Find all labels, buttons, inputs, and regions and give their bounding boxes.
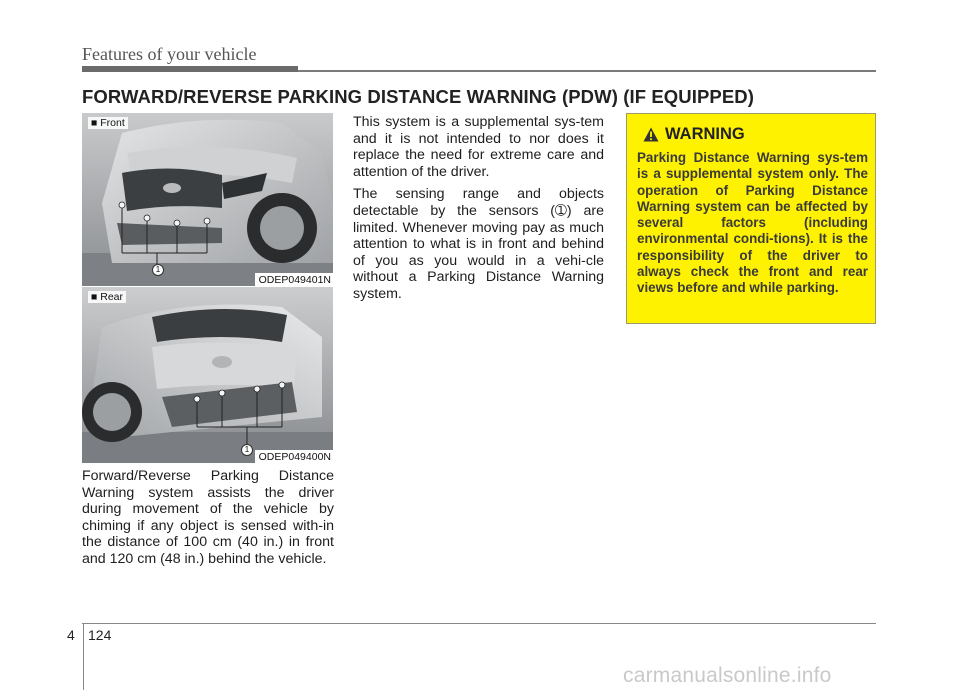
rear-figure-label: ■ Rear [88, 291, 126, 303]
intro-paragraph: Forward/Reverse Parking Distance Warning system assists the driver during movement of the vehicle by chiming if any object is sensed with-in the distance of 100 cm (40 in.) in front and 120 cm (48 in.) behind the vehicle. [82, 468, 334, 567]
rear-view-figure [82, 287, 333, 463]
page-number: 124 [88, 627, 112, 643]
details-column [353, 114, 604, 309]
warning-text: Parking Distance Warning sys-tem is a supplemental system only. The operation of Parking Distance Warning system can be affected by several factors (including environmental condi-tions). It is the responsibility of the driver to always check the front and rear views before and while parking. [637, 150, 868, 296]
supplemental-paragraph: This system is a supplemental sys-tem and it is not intended to nor does it replace the need for extreme care and attention of the driver. [353, 114, 604, 180]
sensor-callout-badge: 1 [152, 264, 164, 276]
header-rule-thin [298, 70, 876, 72]
sensing-range-paragraph: The sensing range and objects detectable by the sensors (➀) are limited. Whenever moving pay as much attention to what is in front and behind of you as you would in a vehi-cle without a Parking Distance Warning system. [353, 186, 604, 302]
front-figure-code: ODEP049401N [255, 273, 333, 286]
front-view-figure [82, 113, 333, 286]
sensor-callout-badge: 1 [241, 444, 253, 456]
warning-header [643, 125, 745, 144]
page-header-title: Features of your vehicle [82, 44, 257, 64]
rear-figure-code: ODEP049400N [255, 450, 333, 463]
front-car-illustration [82, 113, 333, 286]
warning-triangle-icon [643, 127, 659, 142]
intro-column [82, 468, 334, 574]
footer-divider [83, 624, 84, 690]
front-figure-label: ■ Front [88, 117, 128, 129]
rear-car-illustration [82, 287, 333, 463]
footer-rule [82, 623, 876, 624]
site-watermark: carmanualsonline.info [623, 664, 832, 687]
header-rule [82, 66, 298, 72]
chapter-number: 4 [67, 627, 75, 643]
section-heading: FORWARD/REVERSE PARKING DISTANCE WARNING (PDW) (IF EQUIPPED) [82, 86, 755, 107]
warning-box [626, 113, 876, 324]
warning-title: WARNING [665, 125, 745, 143]
